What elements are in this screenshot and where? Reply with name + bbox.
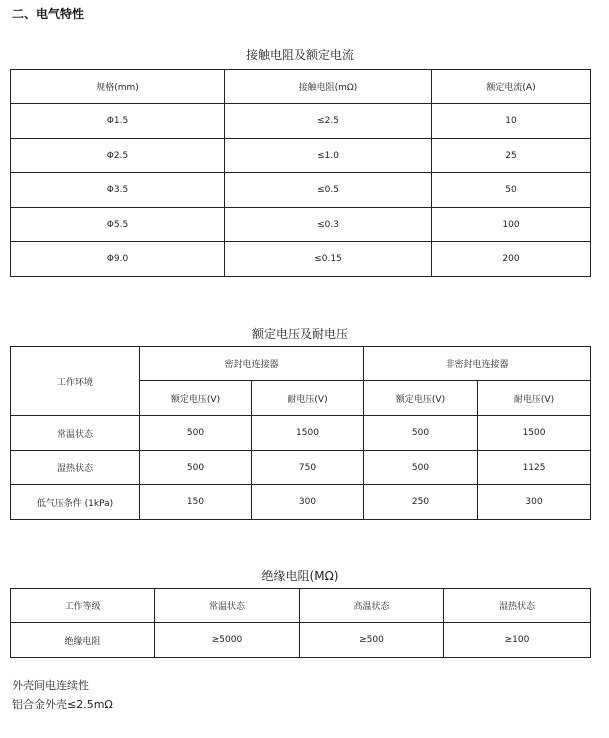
table-row — [11, 485, 591, 520]
insulation-resistance-table — [10, 588, 591, 658]
table-cell: 1125 — [478, 451, 591, 485]
table-cell: ≤0.5 — [225, 173, 432, 208]
table-cell: 500 — [364, 451, 478, 485]
table-cell: ≤2.5 — [225, 104, 432, 139]
table-cell: 200 — [432, 242, 591, 277]
table-row — [11, 242, 591, 277]
table-cell: Φ3.5 — [11, 173, 225, 208]
continuity-heading: 外壳间电连续性 — [12, 679, 89, 692]
table1-caption: 接触电阻及额定电流 — [245, 48, 354, 62]
env-header-cell: 工作环境 — [11, 347, 140, 416]
table-cell: ≥500 — [300, 623, 444, 658]
table-row — [11, 208, 591, 242]
table-cell: ≥5000 — [155, 623, 300, 658]
header-cell: 规格(mm) — [11, 70, 225, 104]
contact-resistance-table — [10, 69, 591, 277]
table-header-row — [11, 70, 591, 104]
table-cell: 500 — [364, 416, 478, 451]
header-cell: 耐电压(V) — [252, 381, 364, 416]
rated-voltage-table — [10, 346, 591, 520]
header-cell: 高温状态 — [300, 589, 444, 623]
header-cell: 耐电压(V) — [478, 381, 591, 416]
table-cell: ≤1.0 — [225, 139, 432, 173]
table-cell: 25 — [432, 139, 591, 173]
table-row — [11, 623, 591, 658]
table-row — [11, 416, 591, 451]
table-cell: 绝缘电阻 — [11, 623, 155, 658]
section-heading: 二、电气特性 — [12, 7, 85, 21]
continuity-spec: 铝合金外壳≤2.5mΩ — [12, 698, 113, 711]
table-cell: 1500 — [252, 416, 364, 451]
table-cell: ≤0.15 — [225, 242, 432, 277]
table-cell: 300 — [478, 485, 591, 520]
table-row — [11, 104, 591, 139]
table-cell: Φ1.5 — [11, 104, 225, 139]
table-cell: Φ9.0 — [11, 242, 225, 277]
table-header-row — [11, 589, 591, 623]
header-cell: 额定电压(V) — [140, 381, 252, 416]
table-cell: 100 — [432, 208, 591, 242]
table-cell: 500 — [140, 451, 252, 485]
table-cell: 50 — [432, 173, 591, 208]
table-cell: 常温状态 — [11, 416, 140, 451]
table-row — [11, 139, 591, 173]
table3-caption: 绝缘电阻(MΩ) — [261, 569, 339, 583]
table-cell: 500 — [140, 416, 252, 451]
table-row — [11, 173, 591, 208]
header-cell: 常温状态 — [155, 589, 300, 623]
table-cell: Φ5.5 — [11, 208, 225, 242]
group-header-unsealed: 非密封电连接器 — [364, 347, 591, 381]
table-cell: 1500 — [478, 416, 591, 451]
header-cell: 湿热状态 — [444, 589, 591, 623]
table2-caption: 额定电压及耐电压 — [251, 327, 348, 341]
table-cell: ≥100 — [444, 623, 591, 658]
header-cell: 额定电压(V) — [364, 381, 478, 416]
header-cell: 额定电流(A) — [432, 70, 591, 104]
header-cell: 接触电阻(mΩ) — [225, 70, 432, 104]
group-header-sealed: 密封电连接器 — [140, 347, 364, 381]
table-cell: 低气压条件 (1kPa) — [11, 485, 140, 520]
table-header-row — [11, 347, 591, 381]
table-cell: ≤0.3 — [225, 208, 432, 242]
table-cell: 10 — [432, 104, 591, 139]
table-row — [11, 451, 591, 485]
table-cell: 150 — [140, 485, 252, 520]
table-cell: 250 — [364, 485, 478, 520]
table-cell: 湿热状态 — [11, 451, 140, 485]
header-cell: 工作等级 — [11, 589, 155, 623]
table-cell: 300 — [252, 485, 364, 520]
table-cell: 750 — [252, 451, 364, 485]
table-cell: Φ2.5 — [11, 139, 225, 173]
